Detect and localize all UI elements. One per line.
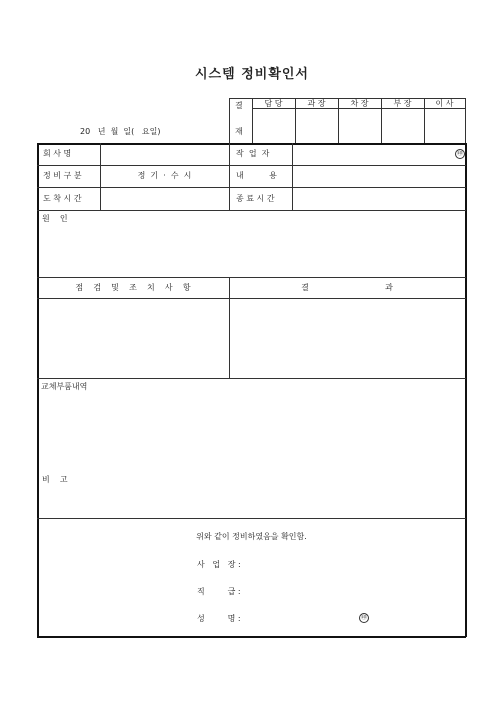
document-title: 시스템 정비확인서 xyxy=(195,67,309,82)
confirmation-statement: 위와 같이 정비하였음을 확인함. xyxy=(196,532,307,541)
date-line: 20 년 월 일( 요일) xyxy=(80,127,161,136)
approval-label-top: 결 xyxy=(235,101,243,110)
worker-seal-mark: ㊞ xyxy=(456,150,463,157)
content-label: 내 용 xyxy=(236,171,277,180)
content-field[interactable] xyxy=(293,166,464,186)
service-type-value[interactable]: 정 기 · 수 시 xyxy=(137,171,192,180)
inspection-header: 점 검 및 조 치 사 항 xyxy=(75,283,191,292)
end-time-field[interactable] xyxy=(293,188,464,209)
remarks-label: 비 고 xyxy=(42,475,68,484)
company-label: 회 사 명 xyxy=(43,149,72,158)
arrival-time-label: 도 착 시 간 xyxy=(43,194,82,203)
replaced-parts-label: 교체부품내역 xyxy=(41,382,88,391)
service-type-label: 정 비 구 분 xyxy=(43,171,82,180)
approval-header-deputy: 차 장 xyxy=(350,99,369,108)
position-field[interactable] xyxy=(248,583,398,599)
name-label: 성 명 : xyxy=(197,614,241,623)
cause-field[interactable] xyxy=(38,226,464,276)
inspection-field[interactable] xyxy=(38,299,228,377)
company-field[interactable] xyxy=(101,144,228,164)
site-label: 사 업 장 : xyxy=(197,560,241,569)
position-label: 직 급 : xyxy=(197,587,241,596)
confirm-seal-mark: ㊞ xyxy=(360,614,367,621)
name-field[interactable] xyxy=(248,610,348,626)
result-field[interactable] xyxy=(230,299,464,377)
result-header: 결 과 xyxy=(301,283,393,292)
remarks-field[interactable] xyxy=(80,470,464,516)
approval-label-bottom: 재 xyxy=(235,127,243,136)
arrival-time-field[interactable] xyxy=(101,188,228,209)
approval-header-manager: 담 당 xyxy=(264,99,283,108)
site-field[interactable] xyxy=(248,556,398,572)
replaced-parts-field[interactable] xyxy=(38,395,464,465)
end-time-label: 종 료 시 간 xyxy=(236,194,275,203)
cause-label: 원 인 xyxy=(42,214,68,223)
worker-field[interactable] xyxy=(293,144,443,164)
approval-header-director: 이 사 xyxy=(435,99,454,108)
approval-header-section-chief: 과 장 xyxy=(307,99,326,108)
approval-header-dept-head: 부 장 xyxy=(393,99,412,108)
worker-label: 작 업 자 xyxy=(236,149,270,158)
